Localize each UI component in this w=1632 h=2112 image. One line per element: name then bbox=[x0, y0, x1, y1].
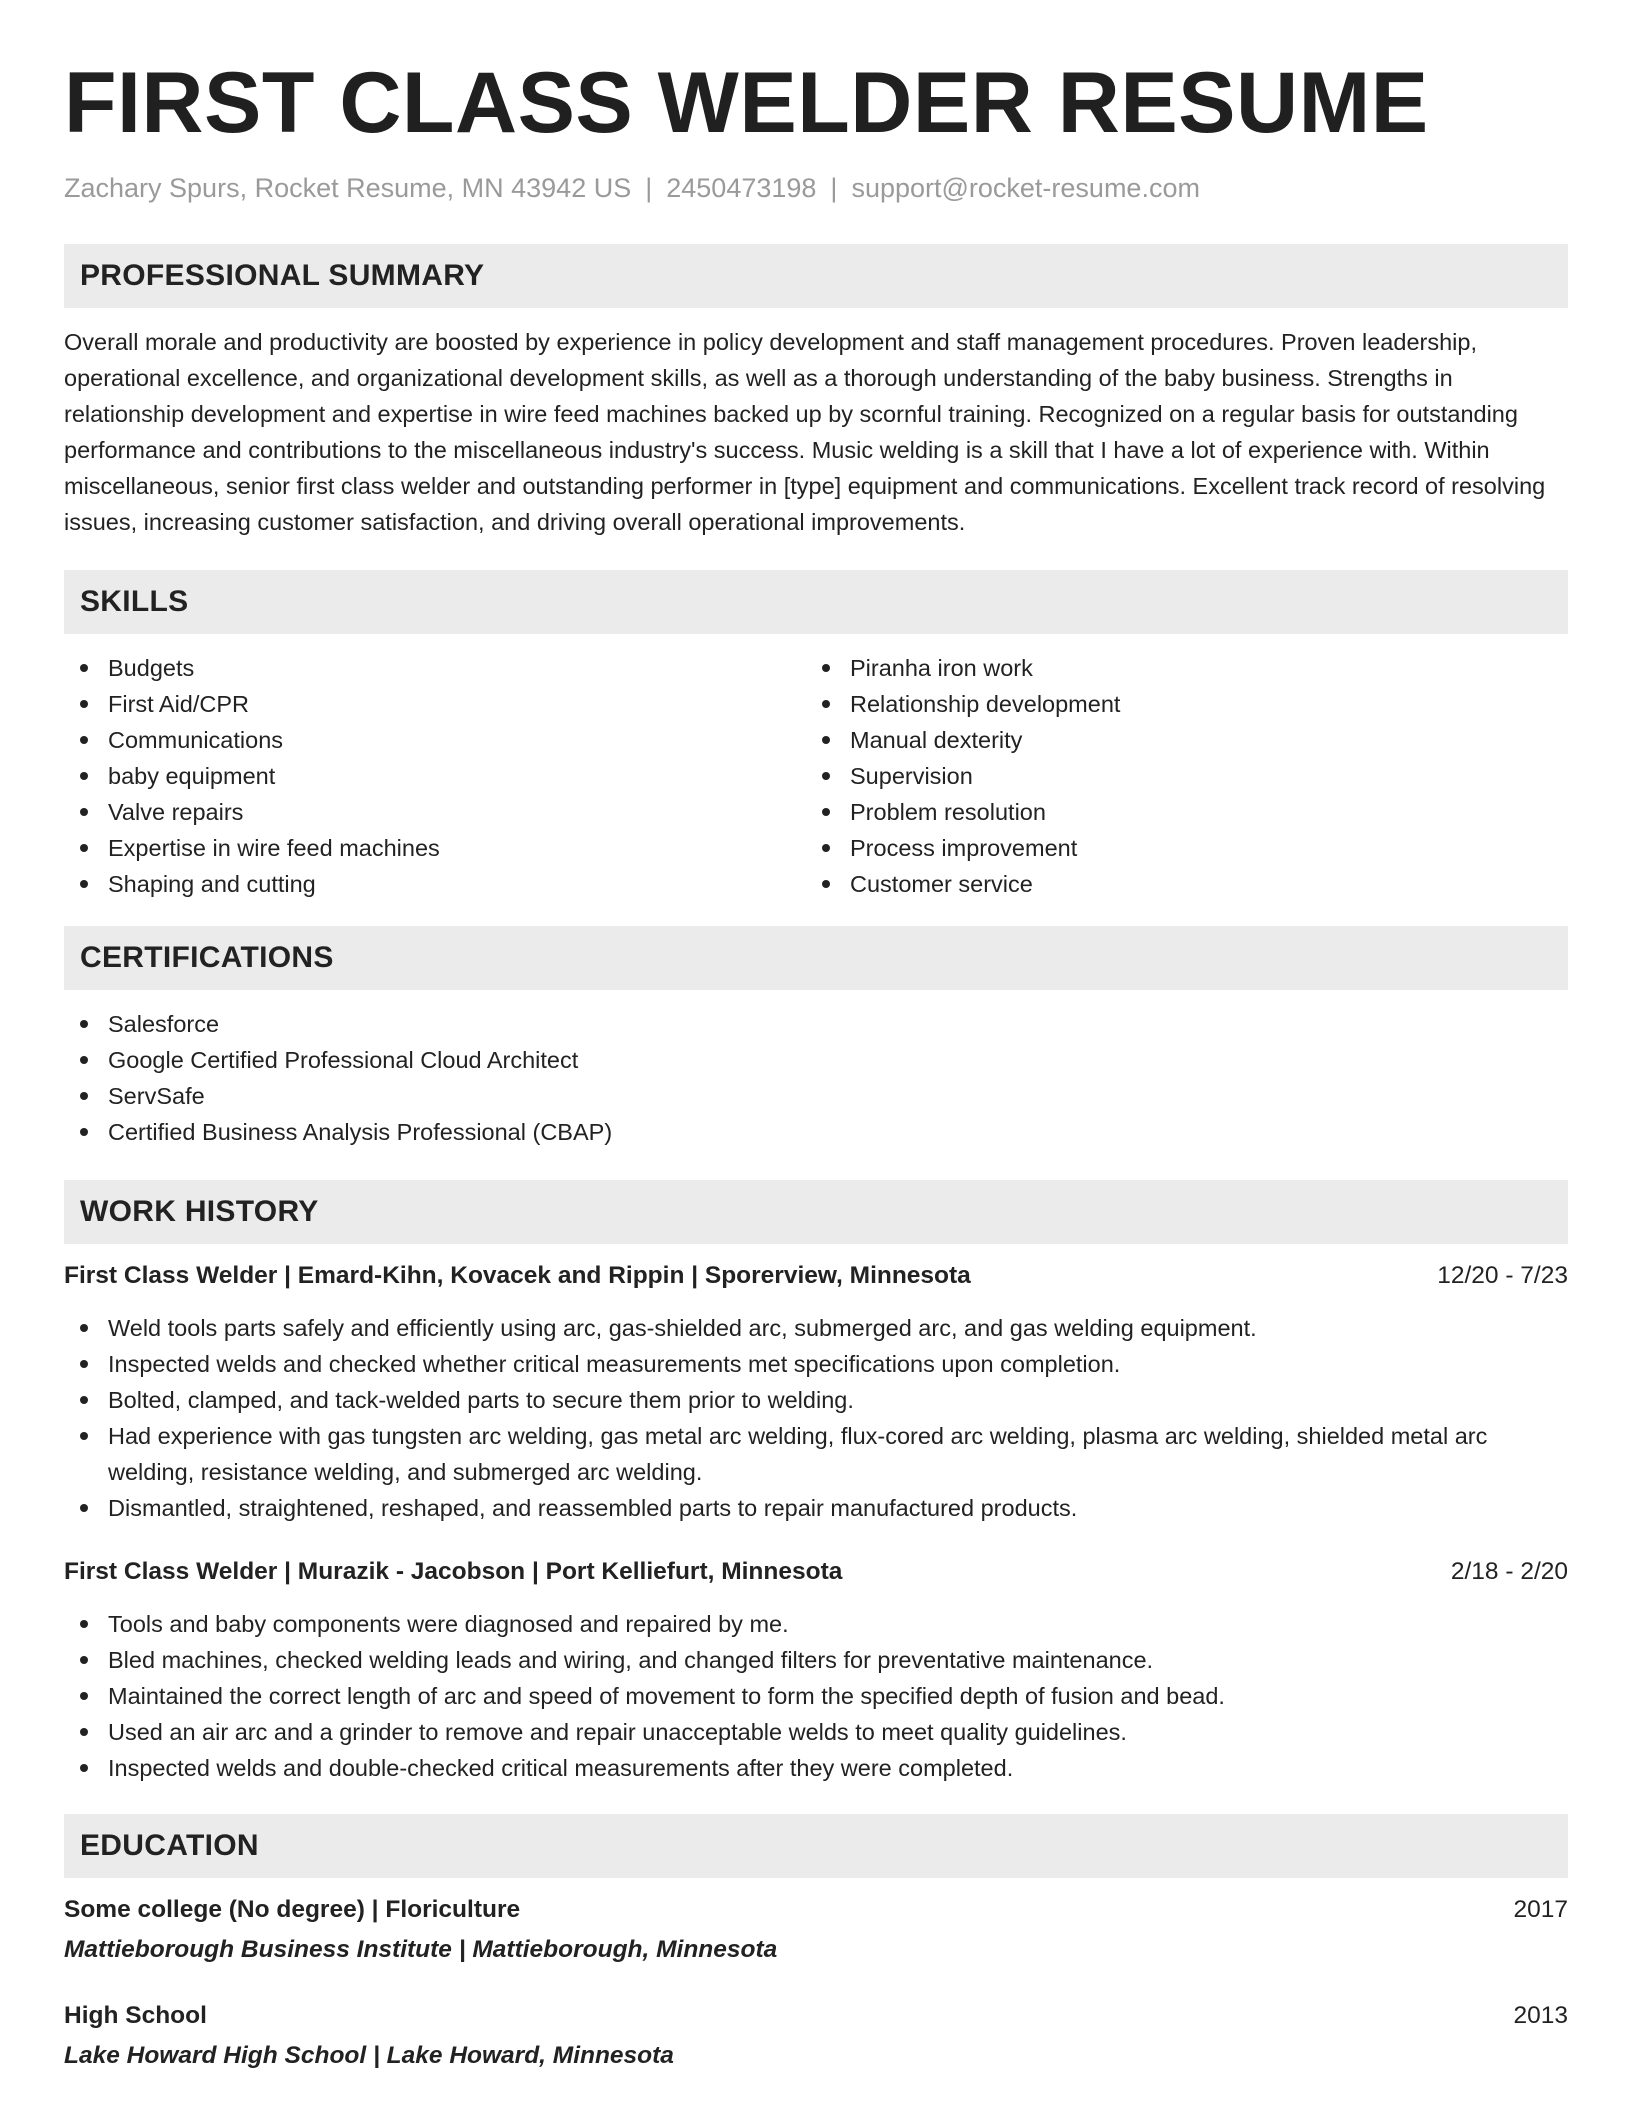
education-header bbox=[64, 1892, 1568, 1928]
education-year: 2013 bbox=[1513, 2002, 1568, 2029]
job-duty: Used an air arc and a grinder to remove and repair unacceptable welds to meet quality guidelines. bbox=[108, 1714, 1568, 1750]
skill-item: Piranha iron work bbox=[850, 650, 1548, 686]
skill-item: Supervision bbox=[850, 758, 1548, 794]
job-duty: Had experience with gas tungsten arc welding, gas metal arc welding, flux-cored arc welding, plasma arc welding, shielded metal arc welding, resistance welding, and submerged arc welding. bbox=[108, 1418, 1568, 1490]
skill-item: Problem resolution bbox=[850, 794, 1548, 830]
education-header bbox=[64, 1998, 1568, 2034]
skill-item: Manual dexterity bbox=[850, 722, 1548, 758]
skill-item: Customer service bbox=[850, 866, 1548, 902]
education-school: Lake Howard High School | Lake Howard, Minnesota bbox=[64, 2042, 674, 2069]
contact-email: support@rocket-resume.com bbox=[851, 173, 1200, 203]
job-duty: Tools and baby components were diagnosed and repaired by me. bbox=[108, 1606, 1568, 1642]
skill-item: First Aid/CPR bbox=[108, 686, 806, 722]
section-header-work-history: WORK HISTORY bbox=[64, 1180, 1568, 1244]
job-duty: Maintained the correct length of arc and speed of movement to form the specified depth of fusion and bead. bbox=[108, 1678, 1568, 1714]
section-header-education: EDUCATION bbox=[64, 1814, 1568, 1878]
certifications-list bbox=[64, 1006, 1568, 1150]
job-duty: Bled machines, checked welding leads and wiring, and changed filters for preventative maintenance. bbox=[108, 1642, 1568, 1678]
section-header-certifications: CERTIFICATIONS bbox=[64, 926, 1568, 990]
job-duty: Weld tools parts safely and efficiently using arc, gas-shielded arc, submerged arc, and gas welding equipment. bbox=[108, 1310, 1568, 1346]
skills-column-right bbox=[806, 650, 1548, 902]
job-duties bbox=[64, 1310, 1568, 1526]
education-entry bbox=[64, 1892, 1568, 1968]
certification-item: Salesforce bbox=[108, 1006, 1568, 1042]
job-dates: 12/20 - 7/23 bbox=[1437, 1262, 1568, 1289]
education-degree: Some college (No degree) | Floriculture bbox=[64, 1896, 521, 1923]
certification-item: Google Certified Professional Cloud Architect bbox=[108, 1042, 1568, 1078]
job-header bbox=[64, 1258, 1568, 1294]
job-header bbox=[64, 1554, 1568, 1590]
job-duty: Dismantled, straightened, reshaped, and reassembled parts to repair manufactured products. bbox=[108, 1490, 1568, 1526]
contact-separator: | bbox=[830, 173, 838, 203]
certification-item: ServSafe bbox=[108, 1078, 1568, 1114]
resume-title: FIRST CLASS WELDER RESUME bbox=[64, 55, 1429, 151]
education-degree: High School bbox=[64, 2002, 207, 2029]
skill-item: Valve repairs bbox=[108, 794, 806, 830]
contact-address: Zachary Spurs, Rocket Resume, MN 43942 US bbox=[64, 173, 632, 203]
job-duty: Inspected welds and checked whether critical measurements met specifications upon completion. bbox=[108, 1346, 1568, 1382]
job-title: First Class Welder | Emard-Kihn, Kovacek and Rippin | Sporerview, Minnesota bbox=[64, 1262, 971, 1289]
education-year: 2017 bbox=[1513, 1896, 1568, 1923]
skill-item: Expertise in wire feed machines bbox=[108, 830, 806, 866]
job-title: First Class Welder | Murazik - Jacobson | Port Kelliefurt, Minnesota bbox=[64, 1558, 843, 1585]
skill-item: Relationship development bbox=[850, 686, 1548, 722]
skill-item: Process improvement bbox=[850, 830, 1548, 866]
skill-item: Budgets bbox=[108, 650, 806, 686]
skill-item: baby equipment bbox=[108, 758, 806, 794]
contact-separator: | bbox=[645, 173, 653, 203]
job-entry bbox=[64, 1258, 1568, 1526]
contact-line bbox=[64, 170, 1568, 206]
job-duty: Bolted, clamped, and tack-welded parts to secure them prior to welding. bbox=[108, 1382, 1568, 1418]
education-entry bbox=[64, 1998, 1568, 2074]
skills-column-left bbox=[64, 650, 806, 902]
summary-text: Overall morale and productivity are boosted by experience in policy development and staff management procedures. Proven leadership, operational excellence, and organizational development skills, as well as a thorough understanding of the baby business. Strengths in relationship development and expertise in wire feed machines backed up by scornful training. Recognized on a regular basis for outstanding performance and contributions to the miscellaneous industry's success. Music welding is a skill that I have a lot of experience with. Within miscellaneous, senior first class welder and outstanding performer in [type] equipment and communications. Excellent track record of resolving issues, increasing customer satisfaction, and driving overall operational improvements. bbox=[64, 329, 1546, 535]
education-school: Mattieborough Business Institute | Mattieborough, Minnesota bbox=[64, 1936, 778, 1963]
certification-item: Certified Business Analysis Professional (CBAP) bbox=[108, 1114, 1568, 1150]
job-entry bbox=[64, 1554, 1568, 1786]
section-header-skills: SKILLS bbox=[64, 570, 1568, 634]
section-header-summary: PROFESSIONAL SUMMARY bbox=[64, 244, 1568, 308]
skills-grid bbox=[64, 650, 1568, 902]
skill-item: Shaping and cutting bbox=[108, 866, 806, 902]
job-duties bbox=[64, 1606, 1568, 1786]
resume-page bbox=[64, 0, 1568, 2074]
job-dates: 2/18 - 2/20 bbox=[1450, 1558, 1568, 1585]
skill-item: Communications bbox=[108, 722, 806, 758]
contact-phone: 2450473198 bbox=[666, 173, 817, 203]
job-duty: Inspected welds and double-checked critical measurements after they were completed. bbox=[108, 1750, 1568, 1786]
